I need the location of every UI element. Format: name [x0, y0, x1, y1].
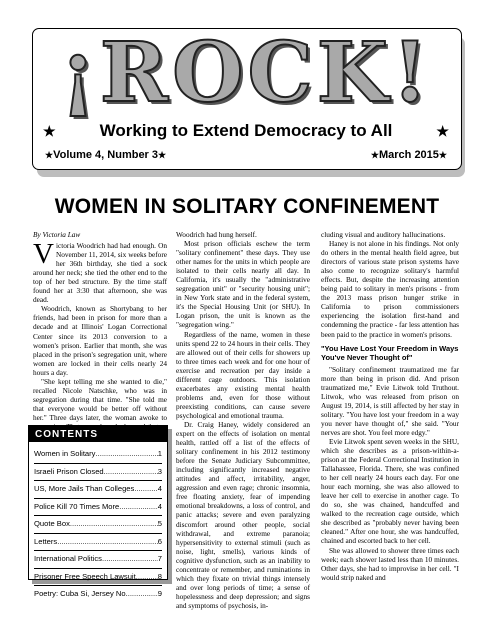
contents-item-page: 4 [157, 501, 162, 511]
dot-leader [57, 534, 158, 551]
article-paragraph: Dr. Craig Haney, widely considered an expert on the effects of isolation on mental health, rattled off a list of the effects of solitary confinement in his 2012 testimony before the Senate Judiciary Subcommittee, including significantly increased negative attitudes and affect, irritability, anger, aggression and even rage; chronic insomnia, free floating anxiety, fear of impending emotional breakdowns, a loss of control, and panic attacks; severe and even paralyzing discomfort around other people, social withdrawal, and extreme paranoia; hypersensitivity to external stimuli (such as noise, light, smells), various kinds of cognitive dysfunction, such as an inability to concentrate or remember, and ruminations in which they fixate on trivial things intensely and over long periods of time; a sense of hopelessness and deep depression; and signs and symptoms of psychosis, in- [176, 419, 310, 610]
contents-box [28, 425, 168, 598]
contents-item-page: 5 [157, 519, 162, 528]
contents-item[interactable] [34, 534, 162, 552]
contents-item[interactable] [34, 586, 162, 603]
article-headline: WOMEN IN SOLITARY CONFINEMENT [54, 195, 440, 218]
article-column-1 [33, 230, 167, 431]
article-paragraph: cluding visual and auditory hallucinations. [321, 230, 446, 239]
contents-item-page: 6 [157, 536, 162, 546]
dot-leader [95, 446, 157, 463]
contents-item[interactable] [34, 516, 162, 534]
dot-leader [136, 569, 158, 586]
contents-item-page: 4 [157, 484, 162, 493]
article-paragraph: Regardless of the name, women in these units spend 22 to 24 hours in their cells. They are allowed out of their cells for showers up to three times each week and for one hour of exercise and recreation per day inside a different cage outdoors. This isolation exacerbates any existing mental health problems and, even for those without preexisting conditions, can cause severe psychological and emotional trauma. [176, 329, 310, 420]
star-icon: ★ [45, 150, 54, 160]
contents-item-page: 1 [157, 449, 162, 458]
contents-item-page: 8 [157, 571, 162, 581]
masthead [25, 22, 467, 180]
paragraph-text: ictoria Woodrich had had enough. On November 11, 2014, six weeks before her 36th birthday, she tied a sock around her neck; she tied the other end to the top of her bed structure. By the time staff found her at 3:30 that afternoon, she was dead. [33, 241, 167, 305]
volume-info [45, 149, 166, 161]
star-icon: ★ [438, 150, 447, 160]
issue-date-info [371, 149, 447, 161]
article-column-3 [321, 230, 459, 582]
tagline-row [43, 121, 449, 141]
contents-item-title: Poetry: Cuba Si, Jersey No [34, 589, 126, 598]
contents-item-page: 7 [157, 554, 162, 563]
dot-leader [70, 516, 158, 533]
tagline: Working to Extend Democracy to All [99, 121, 393, 140]
contents-item[interactable] [34, 481, 162, 499]
issue-date: March 2015 [378, 149, 439, 161]
volume-number: Volume 4, Number 3 [53, 149, 159, 161]
article-paragraph: Woodrich, known as Shortybang to her friends, had been in prison for more than a decade and at Illinois' Logan Correctional Center since its 2013 conversion to a women's prison. Earlier that month, she was placed in the prison's segregation unit, where women are locked in their cells nearly 24 hours a day. [33, 304, 167, 377]
contents-item-title: Police Kill 70 Times More [34, 501, 120, 511]
byline: By Victoria Law [33, 230, 81, 239]
star-icon: ★ [43, 122, 56, 139]
contents-heading: CONTENTS [29, 426, 167, 442]
dot-leader [102, 551, 158, 568]
dot-leader [126, 586, 158, 603]
contents-item-page: 9 [157, 589, 162, 598]
article-paragraph [33, 238, 167, 305]
contents-item[interactable] [34, 551, 162, 569]
contents-item[interactable] [34, 446, 162, 464]
article-paragraph: Woodrich had hung herself. [176, 230, 257, 239]
contents-item-title: International Politics [34, 554, 102, 563]
contents-item-title: Israeli Prison Closed [34, 466, 104, 476]
article-paragraph: Haney is not alone in his findings. Not only do others in the mental health field agree, but directors of various state prison systems have also come to recognize solitary's harmful effects. But, despite the increasing attention being paid to solitary in men's prisons - from the 2013 mass prison hunger strike in California to prison commissioners experiencing the isolation first-hand and condemning the practice - far less attention has been paid to the practice in women's prisons. [321, 239, 459, 339]
article-column-2 [176, 230, 310, 610]
contents-item-page: 3 [157, 466, 162, 476]
star-icon: ★ [370, 150, 379, 160]
contents-item-title: Quote Box [34, 519, 70, 528]
issue-info-row [45, 149, 447, 161]
dot-leader [119, 499, 158, 516]
star-icon: ★ [158, 150, 167, 160]
contents-item[interactable] [34, 499, 162, 517]
dot-leader [104, 464, 158, 481]
contents-list [34, 446, 162, 603]
article-paragraph: "Solitary confinement traumatized me far more than being in prison did. And prison traumatized me," Evie Litwok told Truthout. Litwok, who was released from prison on August 19, 2014, is still affected by her stay in solitary. "You have lost your freedom in a way you never have thought of," she said. "Your nerves are shot. You feel more edgy." [321, 364, 459, 437]
article-paragraph: Evie Litwok spent seven weeks in the SHU, which she describes as a prison-within-a-prison at the Federal Correctional Institution in Tallahassee, Florida. There, she was confined to her cell nearly 24 hours each day. For one hour each morning, she was also allowed to leave her cell to exercise in another cage. To do so, she was chained, handcuffed and walked to the recreation cage outside, which she described as "probably never having been cleaned." After one hour, she was handcuffed, chained and escorted back to her cell. [321, 436, 459, 546]
newsletter-title: ¡ROCK! [59, 25, 433, 121]
drop-cap: V [33, 238, 54, 271]
article-paragraph: Most prison officials eschew the term "solitary confinement" these days. They use other names for the units in which people are isolated to their cells nearly all day. In California, it's usually the "administrative segregation unit" or "security housing unit"; in New York state and in the federal system, it's the Special Housing Unit (or SHU). In Logan prison, the unit is known as the "segregation wing." [176, 239, 310, 330]
contents-item-title: Letters [34, 536, 58, 546]
contents-item-title: US, More Jails Than Colleges [34, 484, 135, 493]
contents-item[interactable] [34, 569, 162, 587]
article-paragraph: She was allowed to shower three times each week; each shower lasted less than 10 minutes. Other days, she had to improvise in her cell. "I would strip naked and [321, 545, 459, 582]
dot-leader [134, 481, 157, 498]
contents-item-title: Prisoner Free Speech Lawsuit [34, 571, 136, 581]
section-subheading: "You Have Lost Your Freedom in Ways You've Never Thought of" [321, 343, 459, 362]
contents-item-title: Women in Solitary [34, 449, 96, 458]
contents-item[interactable] [34, 464, 162, 482]
article-paragraph: "She kept telling me she wanted to die," recalled Nicole Natschke, who was in segregation during that time. "She told me that everyone would be better off without her." Three days later, the woman awoke to [33, 376, 167, 422]
star-icon: ★ [436, 122, 449, 139]
